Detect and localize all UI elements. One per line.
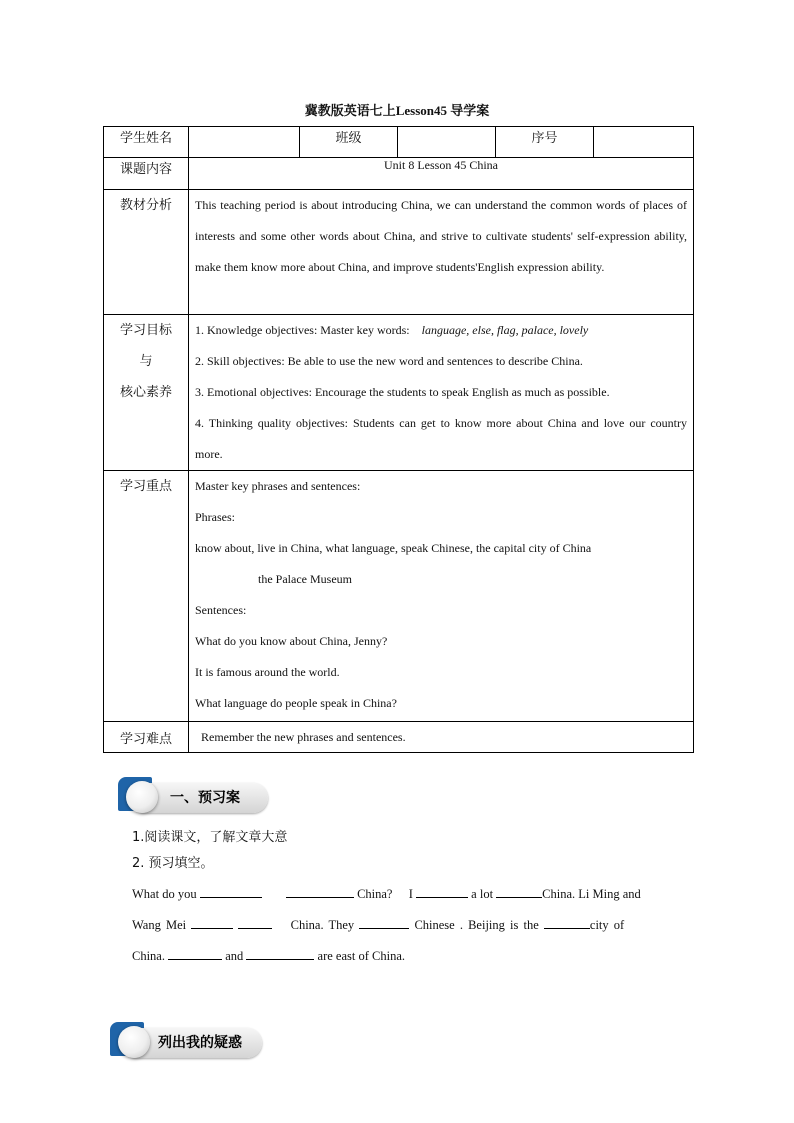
fill-text: They (328, 918, 355, 932)
goals-content (189, 315, 694, 471)
seat-label: 序号 (496, 127, 594, 158)
key-points-label: 学习重点 (104, 471, 189, 722)
fill-text: What do you (132, 887, 197, 901)
seat-cell[interactable] (594, 127, 694, 158)
fill-blank[interactable] (168, 947, 222, 960)
fill-text: and (225, 949, 244, 963)
fill-text: Wang Mei (132, 918, 187, 932)
class-label: 班级 (300, 127, 398, 158)
goal-1-words: language, else, flag, palace, lovely (421, 323, 589, 337)
fill-blank[interactable] (200, 885, 262, 898)
difficulty-text: Remember the new phrases and sentences. (189, 722, 694, 753)
student-name-cell[interactable] (189, 127, 300, 158)
document-title: 冀教版英语七上Lesson45 导学案 (304, 103, 490, 118)
fill-blank[interactable] (246, 947, 314, 960)
goal-2: 2. Skill objectives: Be able to use the new word and sentences to describe China. (195, 354, 583, 368)
fill-blank[interactable] (286, 885, 354, 898)
sentence-2: It is famous around the world. (195, 665, 340, 679)
analysis-label: 教材分析 (104, 190, 189, 315)
fill-text: China. (132, 949, 165, 963)
topic-label: 课题内容 (104, 158, 189, 190)
fill-text: the (523, 918, 539, 932)
fill-text: I (408, 887, 413, 901)
analysis-text: This teaching period is about introducing China, we can understand the common words of places of interests and some other words about China, and strive to cultivate students' self-expression ability, make them know more about China, and improve students'English expression ability. (189, 190, 694, 315)
bullet-circle-icon (118, 1026, 150, 1058)
sentence-3: What language do people speak in China? (195, 696, 397, 710)
fill-text: city (589, 918, 609, 932)
goals-label (104, 315, 189, 471)
fill-line-1 (132, 884, 662, 904)
fill-text: Chinese . (414, 918, 463, 932)
fill-text: a lot (471, 887, 494, 901)
difficulty-label: 学习难点 (104, 722, 189, 753)
doubts-section-header (110, 1022, 262, 1056)
goal-4: 4. Thinking quality objectives: Students can get to know more about China and love our country more. (195, 416, 687, 461)
preview-item-1: 1.阅读课文，了解文章大意 (132, 830, 288, 845)
sentences-label: Sentences: (195, 603, 247, 617)
goals-label-line-2: 与 (139, 354, 153, 369)
goals-label-line-3: 核心素养 (119, 385, 172, 400)
goal-3: 3. Emotional objectives: Encourage the students to speak English as much as possible. (195, 385, 610, 399)
goal-1 (195, 315, 687, 346)
fill-blank[interactable] (544, 916, 590, 929)
fill-blank[interactable] (496, 885, 542, 898)
fill-text: are east of China. (317, 949, 406, 963)
preview-header-text: 一、预习案 (170, 790, 240, 806)
table-row-difficulty (104, 722, 694, 753)
topic-value: Unit 8 Lesson 45 China (189, 158, 694, 190)
phrases-label: Phrases: (195, 510, 235, 524)
bullet-circle-icon (126, 781, 158, 813)
phrases-line-1: know about, live in China, what language, speak Chinese, the capital city of China (195, 541, 592, 555)
fill-text: is (510, 918, 519, 932)
fill-blank[interactable] (359, 916, 409, 929)
table-row-topic (104, 158, 694, 190)
table-row-key-points (104, 471, 694, 722)
fill-text: of (613, 918, 625, 932)
fill-line-2 (132, 915, 662, 935)
fill-blank[interactable] (416, 885, 468, 898)
fill-text: China. (290, 918, 324, 932)
fill-text: China? (357, 887, 393, 901)
student-name-label: 学生姓名 (104, 127, 189, 158)
fill-blank[interactable] (191, 916, 233, 929)
goals-label-line-1: 学习目标 (119, 323, 172, 338)
preview-item-2: 2. 预习填空。 (132, 856, 214, 871)
key-points-content (189, 471, 694, 722)
table-row-analysis (104, 190, 694, 315)
key-intro: Master key phrases and sentences: (195, 479, 361, 493)
sentence-1: What do you know about China, Jenny? (195, 634, 388, 648)
fill-line-3 (132, 946, 662, 966)
fill-blank[interactable] (238, 916, 272, 929)
fill-text: China. Li Ming and (542, 887, 641, 901)
doubts-header-text: 列出我的疑惑 (158, 1035, 242, 1051)
table-row-goals (104, 315, 694, 471)
phrases-line-2: the Palace Museum (258, 572, 352, 586)
goal-1-prefix: 1. Knowledge objectives: Master key words: (195, 323, 410, 337)
fill-text: Beijing (468, 918, 505, 932)
class-cell[interactable] (398, 127, 496, 158)
lesson-plan-table (103, 126, 694, 753)
preview-section-header (118, 777, 268, 811)
table-row-student (104, 127, 694, 158)
